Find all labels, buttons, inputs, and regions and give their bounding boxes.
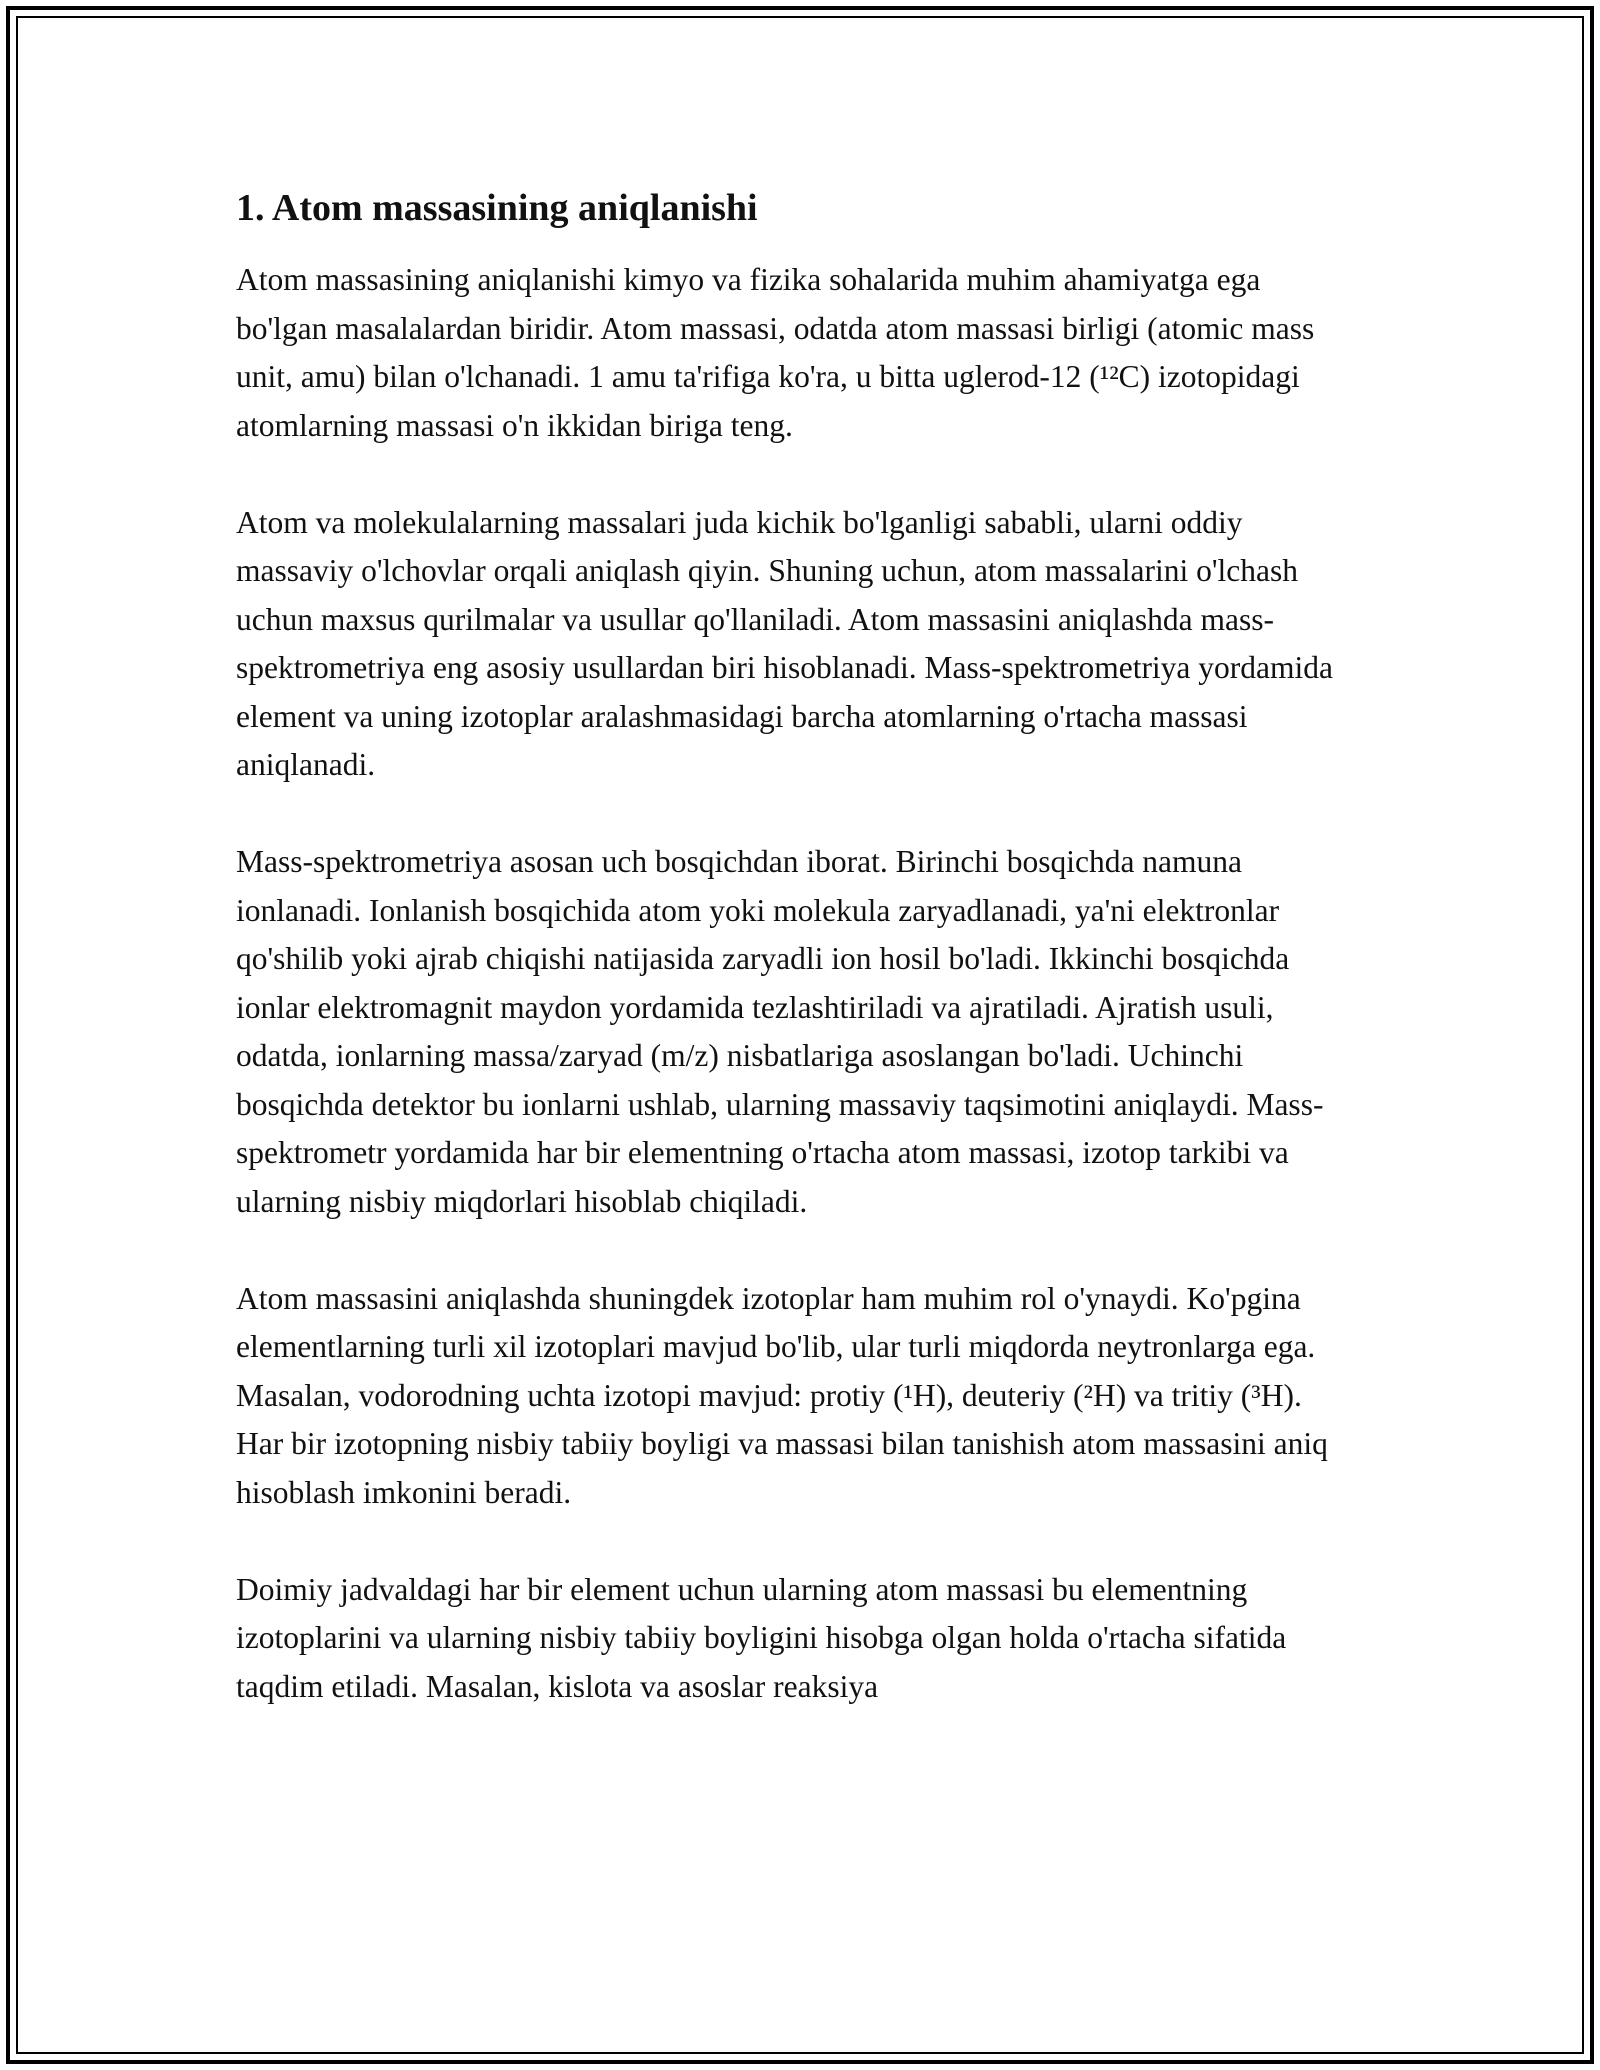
paragraph-2: Atom va molekulalarning massalari juda kichik bo'lganligi sababli, ularni oddiy massaviy o'lchovlar orqali aniqlash qiyin. Shuning uchun, atom massalarini o'lchash uchun maxsus qurilmalar va usullar qo'llaniladi. Atom massasini aniqlashda mass-spektrometriya eng asosiy usullardan biri hisoblanadi. Mass-spektrometriya yordamida element va uning izotoplar aralashmasidagi barcha atomlarning o'rtacha massasi aniqlanadi. [236,504,1333,782]
paragraph-4: Atom massasini aniqlashda shuningdek izotoplar ham muhim rol o'ynaydi. Ko'pgina elementlarning turli xil izotoplari mavjud bo'lib, ular turli miqdorda neytronlarga ega. Masalan, vodorodning uchta izotopi mavjud: protiy (¹H), deuteriy (²H) va tritiy (³H). Har bir izotopning nisbiy tabiiy boyligi va massasi bilan tanishish atom massasini aniq hisoblash imkonini beradi. [236,1280,1328,1510]
section-heading: 1. Atom massasining aniqlanishi [236,187,758,229]
paragraph-1: Atom massasining aniqlanishi kimyo va fizika sohalarida muhim ahamiyatga ega bo'lgan masalalardan biridir. Atom massasi, odatda atom massasi birligi (atomic mass unit, amu) bilan o'lchanadi. 1 amu ta'rifiga ko'ra, u bitta uglerod-12 (¹²C) izotopidagi atomlarning massasi o'n ikkidan biriga teng. [236,262,1315,443]
document-body [236,184,1356,1711]
paragraph-5: Doimiy jadvaldagi har bir element uchun ularning atom massasi bu elementning izotoplarini va ularning nisbiy tabiiy boyligini hisobga olgan holda o'rtacha sifatida taqdim etiladi. Masalan, kislota va asoslar reaksiya [236,1571,1287,1704]
paragraph-3: Mass-spektrometriya asosan uch bosqichdan iborat. Birinchi bosqichda namuna ionlanadi. Ionlanish bosqichida atom yoki molekula zaryadlanadi, ya'ni elektronlar qo'shilib yoki ajrab chiqishi natijasida zaryadli ion hosil bo'ladi. Ikkinchi bosqichda ionlar elektromagnit maydon yordamida tezlashtiriladi va ajratiladi. Ajratish usuli, odatda, ionlarning massa/zaryad (m/z) nisbatlariga asoslangan bo'ladi. Uchinchi bosqichda detektor bu ionlarni ushlab, ularning massaviy taqsimotini aniqlaydi. Mass-spektrometr yordamida har bir elementning o'rtacha atom massasi, izotop tarkibi va ularning nisbiy miqdorlari hisoblab chiqiladi. [236,844,1324,1219]
